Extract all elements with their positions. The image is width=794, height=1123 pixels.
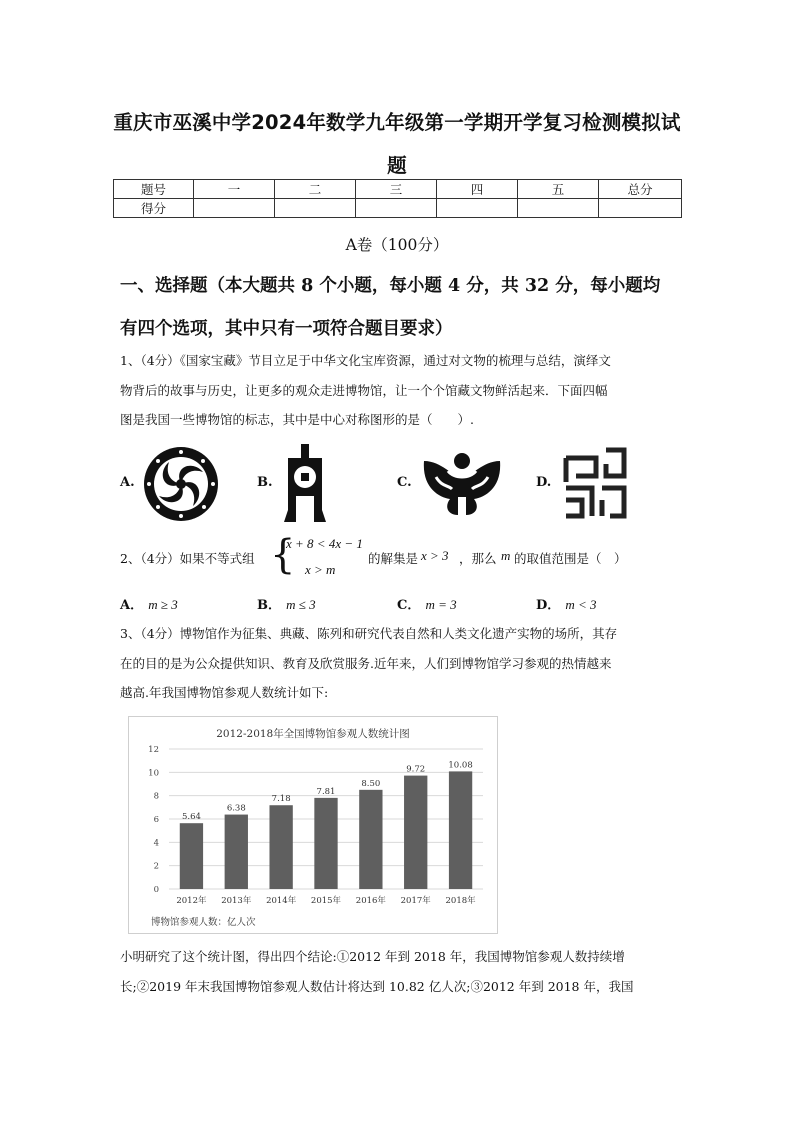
option-label: B．: [257, 598, 281, 613]
option-b-label[interactable]: B.: [257, 475, 273, 490]
question-2-suffix: 的取值范围是（ ）: [514, 551, 627, 566]
question-1-line: 图是我国一些博物馆的标志，其中是中心对称图形的是（ ）.: [120, 412, 474, 427]
section-heading-continued: 有四个选项，其中只有一项符合题目要求）: [120, 319, 453, 339]
museum-visitors-chart: [128, 716, 498, 934]
score-input-cell[interactable]: [599, 199, 682, 218]
option-a[interactable]: [120, 594, 178, 613]
question-3-line: 在的目的是为公众提供知识、教育及欣赏服务.近年来，人们到博物馆学习参观的热情越来: [120, 655, 612, 671]
question-1-line: 1、（4分）《国家宝藏》节目立足于中华文化宝库资源，通过对文物的梳理与总结，演绎文: [120, 353, 611, 368]
bar-value-label: 5.64: [181, 812, 201, 823]
x-tick-label: 2013年: [221, 896, 252, 906]
bar-value-label: 7.81: [316, 786, 336, 797]
x-tick-label: 2015年: [310, 896, 342, 906]
question-1-text: [120, 346, 680, 435]
question-3-line: 小明研究了这个统计图，得出四个结论:①2012 年到 2018 年，我国博物馆参观人数持续增: [120, 949, 625, 964]
question-2-prefix: 2、（4分）如果不等式组: [120, 551, 255, 566]
option-label: C．: [397, 598, 421, 613]
maze-logo-icon: [562, 446, 628, 520]
score-table-cell: 得分: [114, 199, 194, 218]
question-3-continuation: [120, 942, 680, 1001]
x-tick-label: 2014年: [266, 896, 297, 906]
page-title: 重庆市巫溪中学2024年数学九年级第一学期开学复习检测模拟试: [113, 111, 681, 134]
score-table-header-row: [114, 180, 682, 199]
question-3-line: 长;②2019 年末我国博物馆参观人数估计将达到 10.82 亿人次;③2012 年到 2018 年，我国: [120, 978, 634, 994]
question-3-text: [120, 619, 680, 708]
score-table-cell: 一: [194, 180, 275, 199]
option-expression: m ≥ 3: [148, 597, 178, 612]
score-table-cell: 四: [437, 180, 518, 199]
y-tick-label: 4: [153, 838, 159, 849]
pinwheel-logo-icon: [143, 446, 219, 522]
score-table-cell: 题号: [114, 180, 194, 199]
chart-title: 2012-2018年全国博物馆参观人数统计图: [216, 728, 410, 740]
bar: [449, 771, 472, 889]
score-table-score-row: [114, 199, 682, 218]
question-2-suffix: ，那么: [459, 551, 497, 566]
bar-value-label: 6.38: [226, 803, 246, 814]
bar-value-label: 10.08: [448, 760, 473, 771]
question-2-middle: 的解集是: [368, 551, 419, 566]
score-input-cell[interactable]: [518, 199, 599, 218]
option-label: A．: [120, 598, 144, 613]
score-table-cell: 三: [356, 180, 437, 199]
y-tick-label: 0: [153, 885, 159, 895]
x-tick-label: 2012年: [176, 896, 207, 906]
inequality-1: x + 8 < 4x − 1: [286, 536, 363, 551]
bar: [404, 776, 427, 889]
chart-footnote: 博物馆参观人数：亿人次: [151, 917, 256, 928]
bar-value-label: 7.18: [271, 794, 291, 805]
x-tick-label: 2016年: [355, 896, 386, 906]
chart-svg: [129, 717, 497, 933]
bar: [180, 823, 203, 889]
brace-icon: {: [270, 532, 296, 578]
option-d-label[interactable]: D.: [536, 475, 552, 490]
option-c-label[interactable]: C.: [397, 475, 412, 490]
bar: [225, 815, 248, 889]
score-input-cell[interactable]: [275, 199, 356, 218]
score-input-cell[interactable]: [194, 199, 275, 218]
x-tick-label: 2017年: [400, 896, 431, 906]
y-tick-label: 8: [153, 791, 159, 802]
option-c[interactable]: [397, 594, 457, 613]
y-tick-label: 2: [153, 861, 159, 872]
y-tick-label: 10: [148, 768, 159, 779]
x-tick-label: 2018年: [445, 896, 476, 906]
bar: [314, 798, 337, 889]
score-table-cell: 二: [275, 180, 356, 199]
option-expression: m < 3: [565, 597, 597, 612]
option-b[interactable]: [257, 594, 316, 613]
option-a-label[interactable]: A.: [120, 475, 135, 490]
inequality-2: x > m: [305, 562, 336, 577]
score-input-cell[interactable]: [437, 199, 518, 218]
score-table: [113, 179, 682, 218]
question-3-line: 越高.年我国博物馆参观人数统计如下:: [120, 685, 329, 700]
option-d[interactable]: [536, 594, 597, 613]
y-tick-label: 12: [148, 745, 159, 755]
mask-logo-icon: [422, 447, 502, 517]
bar-value-label: 8.50: [361, 778, 381, 789]
section-heading: 一、选择题（本大题共 8 个小题，每小题 4 分，共 32 分，每小题均: [120, 276, 661, 296]
score-input-cell[interactable]: [356, 199, 437, 218]
option-expression: m = 3: [425, 597, 457, 612]
bar: [359, 790, 382, 889]
page-title-continued: 题: [387, 154, 407, 177]
solution-condition: x > 3: [421, 548, 449, 563]
question-1-line: 物背后的故事与历史，让更多的观众走进博物馆，让一个个馆藏文物鲜活起来．下面四幅: [120, 382, 608, 398]
coin-gate-logo-icon: [282, 444, 328, 522]
variable-m: m: [501, 548, 511, 563]
y-tick-label: 6: [153, 815, 159, 825]
bar: [269, 805, 292, 889]
score-table-cell: 总分: [599, 180, 682, 199]
volume-label: A卷（100分）: [345, 236, 449, 254]
bar-value-label: 9.72: [406, 764, 426, 775]
question-3-line: 3、（4分）博物馆作为征集、典藏、陈列和研究代表自然和人类文化遗产实物的场所，其存: [120, 626, 618, 641]
score-table-cell: 五: [518, 180, 599, 199]
option-expression: m ≤ 3: [286, 597, 316, 612]
option-label: D．: [536, 598, 561, 613]
